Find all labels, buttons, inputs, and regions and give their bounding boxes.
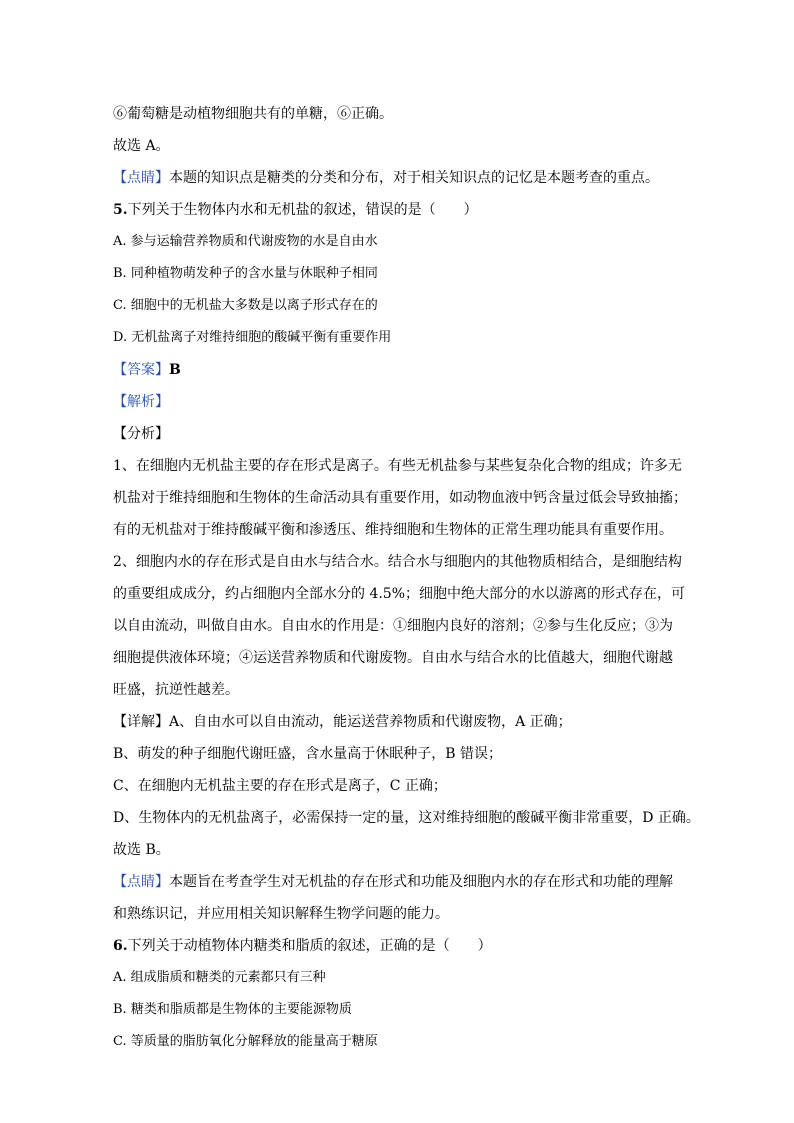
detail-line: D、生物体内的无机盐离子，必需保持一定的量，这对维持细胞的酸碱平衡非常重要，D 正确。 <box>113 810 700 826</box>
q5-answer-pick: 故选 B。 <box>113 842 170 858</box>
q4-conclusion-line: ⑥葡萄糖是动植物细胞共有的单糖，⑥正确。 <box>113 106 393 122</box>
fenxi-line: 2、细胞内水的存在形式是自由水与结合水。结合水与细胞内的其他物质相结合，是细胞结构 <box>113 554 682 570</box>
fenxi-line: 旺盛，抗逆性越差。 <box>113 682 239 698</box>
detail-label: 【详解】 <box>113 714 169 730</box>
q5-option-d: D. 无机盐离子对维持细胞的酸碱平衡有重要作用 <box>113 330 392 345</box>
comment-label: 【点睛】 <box>113 170 169 186</box>
comment-label: 【点睛】 <box>113 874 169 890</box>
fenxi-line: 的重要组成成分，约占细胞内全部水分的 4.5%；细胞中绝大部分的水以游离的形式存在，可 <box>113 586 686 602</box>
q5-number: 5. <box>113 202 128 218</box>
q4-comment <box>113 169 688 187</box>
answer-label: 【答案】 <box>113 362 169 378</box>
detail-line: B、萌发的种子细胞代谢旺盛，含水量高于休眠种子，B 错误； <box>113 746 503 762</box>
q6-stem <box>113 937 688 955</box>
q5-comment-line: 和熟练识记，并应用相关知识解释生物学问题的能力。 <box>113 906 449 922</box>
fenxi-line: 细胞提供液体环境；④运送营养物质和代谢废物。自由水与结合水的比值越大，细胞代谢越 <box>113 650 673 666</box>
q6-option-a: A. 组成脂质和糖类的元素都只有三种 <box>113 970 326 985</box>
detail-text: A、自由水可以自由流动，能运送营养物质和代谢废物，A 正确； <box>169 714 572 730</box>
analysis-label: 【解析】 <box>113 394 169 410</box>
answer-value: B <box>169 362 181 378</box>
comment-text: 本题旨在考查学生对无机盐的存在形式和功能及细胞内水的存在形式和功能的理解 <box>169 874 673 890</box>
q5-comment <box>113 873 688 891</box>
fenxi-line: 1、在细胞内无机盐主要的存在形式是离子。有些无机盐参与某些复杂化合物的组成；许多无 <box>113 458 682 474</box>
detail-line: C、在细胞内无机盐主要的存在形式是离子，C 正确； <box>113 778 447 794</box>
fenxi-label: 【分析】 <box>113 426 169 442</box>
q4-answer-pick: 故选 A。 <box>113 138 170 154</box>
fenxi-line: 机盐对于维持细胞和生物体的生命活动具有重要作用，如动物血液中钙含量过低会导致抽搐； <box>113 490 687 506</box>
detail-line <box>113 713 688 731</box>
comment-text: 本题的知识点是糖类的分类和分布，对于相关知识点的记忆是本题考查的重点。 <box>169 170 659 186</box>
q6-stem-text: 下列关于动植物体内糖类和脂质的叙述，正确的是（ ） <box>127 938 492 954</box>
q6-option-b: B. 糖类和脂质都是生物体的主要能源物质 <box>113 1002 352 1017</box>
q5-stem-text: 下列关于生物体内水和无机盐的叙述，错误的是（ ） <box>127 202 478 218</box>
q5-option-a: A. 参与运输营养物质和代谢废物的水是自由水 <box>113 234 378 249</box>
q5-stem <box>113 201 688 219</box>
q5-option-b: B. 同种植物萌发种子的含水量与休眠种子相同 <box>113 266 378 281</box>
fenxi-line: 有的无机盐对于维持酸碱平衡和渗透压、维持细胞和生物体的正常生理功能具有重要作用。 <box>113 522 673 538</box>
q5-answer <box>113 361 688 379</box>
q6-number: 6. <box>113 938 128 954</box>
fenxi-line: 以自由流动，叫做自由水。自由水的作用是：①细胞内良好的溶剂；②参与生化反应；③为 <box>113 618 673 634</box>
q6-option-c: C. 等质量的脂肪氧化分解释放的能量高于糖原 <box>113 1034 378 1049</box>
q5-option-c: C. 细胞中的无机盐大多数是以离子形式存在的 <box>113 298 378 313</box>
